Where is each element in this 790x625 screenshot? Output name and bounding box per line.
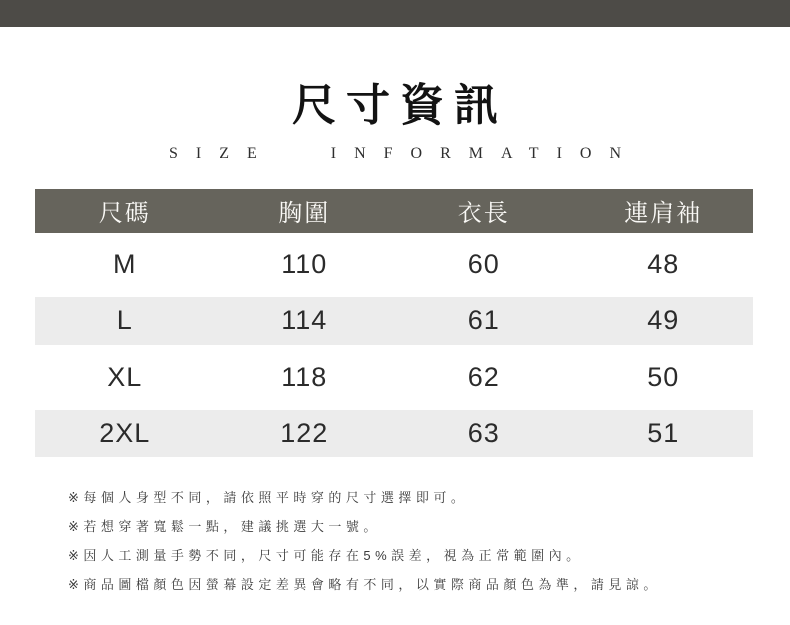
table-row — [35, 410, 753, 457]
table-row — [35, 233, 753, 297]
cell-sleeve: 48 — [647, 249, 680, 280]
cell-size: M — [113, 249, 137, 280]
cell-chest: 118 — [281, 361, 328, 392]
cell-size: XL — [107, 361, 143, 392]
top-divider-bar — [0, 0, 790, 27]
cell-length: 62 — [467, 361, 500, 392]
page-title: 尺寸資訊 — [292, 81, 508, 130]
col-header-sleeve: 連肩袖 — [624, 200, 703, 228]
cell-chest: 122 — [280, 417, 329, 448]
note-line: ※每個人身型不同，請依照平時穿的尺寸選擇即可。 — [68, 489, 469, 505]
col-header-size: 尺碼 — [98, 200, 151, 228]
cell-size: 2XL — [99, 417, 151, 448]
notes-section — [68, 483, 790, 599]
cell-sleeve: 49 — [647, 305, 680, 336]
table-row — [35, 297, 753, 345]
page-subtitle: SIZE INFORMATION — [169, 144, 639, 162]
cell-length: 61 — [467, 305, 500, 336]
table-row — [35, 345, 753, 410]
cell-chest: 110 — [281, 249, 328, 280]
cell-chest: 114 — [281, 305, 328, 336]
col-header-length: 衣長 — [457, 200, 510, 228]
note-line: ※因人工測量手勢不同，尺寸可能存在5%誤差，視為正常範圍內。 — [68, 547, 584, 563]
size-table — [35, 189, 753, 457]
cell-sleeve: 51 — [647, 417, 680, 448]
cell-length: 63 — [467, 417, 500, 448]
cell-length: 60 — [467, 249, 500, 280]
col-header-chest: 胸圍 — [278, 200, 331, 228]
cell-size: L — [116, 305, 133, 336]
table-header-row — [35, 189, 753, 233]
note-line: ※商品圖檔顏色因螢幕設定差異會略有不同，以實際商品顏色為準，請見諒。 — [68, 576, 661, 592]
cell-sleeve: 50 — [647, 361, 680, 392]
note-line: ※若想穿著寬鬆一點，建議挑選大一號。 — [68, 518, 381, 534]
